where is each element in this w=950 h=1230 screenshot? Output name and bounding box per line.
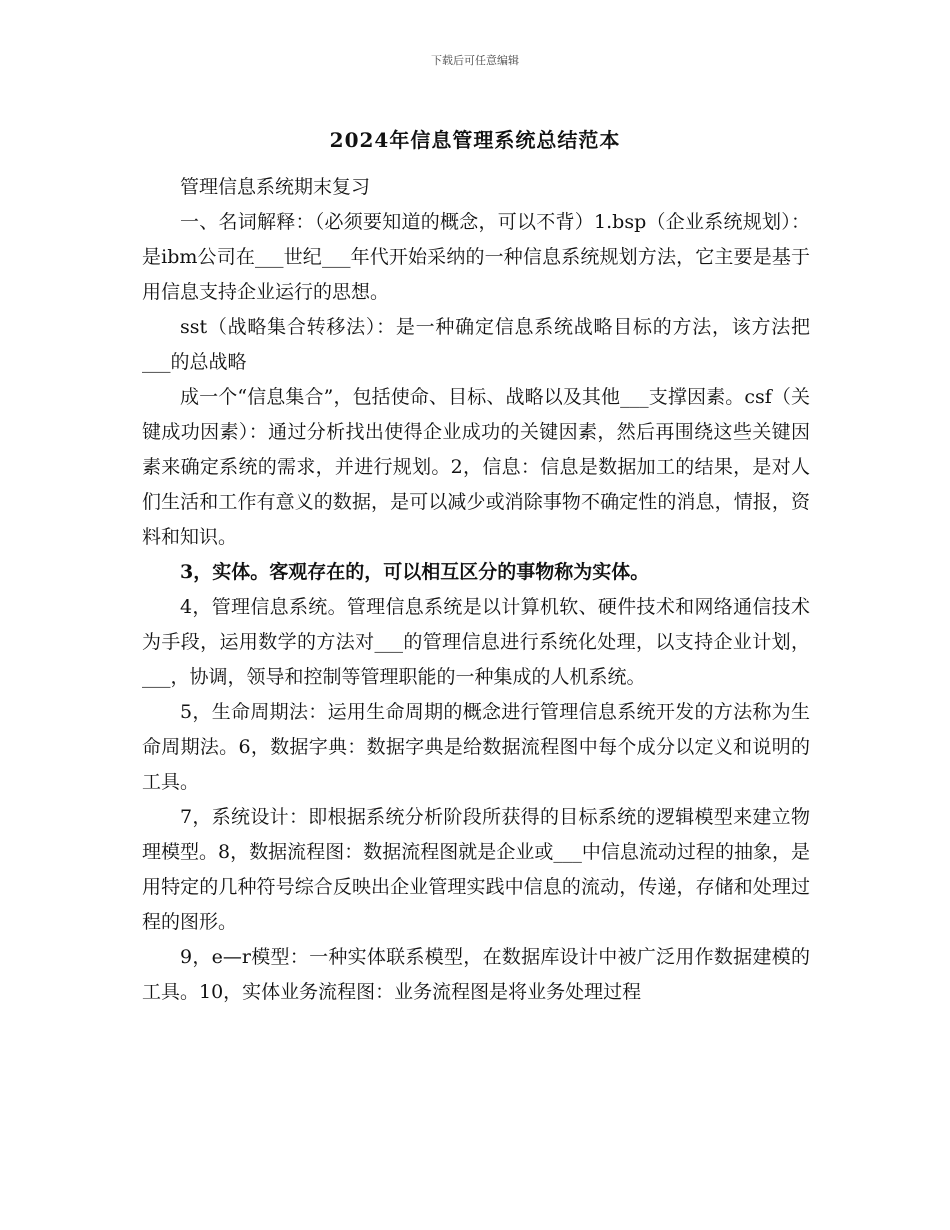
paragraph-er-model: 9，e—r模型：一种实体联系模型，在数据库设计中被广泛用作数据建模的工具。10，实体业务流程图：业务流程图是将业务处理过程: [142, 946, 810, 1003]
paragraph-review-heading: 管理信息系统期末复习: [180, 176, 371, 198]
paragraph-life-cycle: 5，生命周期法：运用生命周期的概念进行管理信息系统开发的方法称为生命周期法。6，数据字典：数据字典是给数据流程图中每个成分以定义和说明的工具。: [142, 701, 810, 793]
document-title: 2024年信息管理系统总结范本: [329, 128, 621, 152]
page-header-note: 下载后可任意编辑: [431, 54, 519, 67]
paragraph-mis: 4，管理信息系统。管理信息系统是以计算机软、硬件技术和网络通信技术为手段，运用数学的方法对___的管理信息进行系统化处理，以支持企业计划，___，协调，领导和控制等管理职能的一种集成的人机系统。: [142, 596, 810, 688]
paragraph-system-design: 7，系统设计：即根据系统分析阶段所获得的目标系统的逻辑模型来建立物理模型。8，数据流程图：数据流程图就是企业或___中信息流动过程的抽象，是用特定的几种符号综合反映出企业管理实践中信息的流动，传递，存储和处理过程的图形。: [142, 806, 810, 933]
paragraph-sst: sst（战略集合转移法）：是一种确定信息系统战略目标的方法，该方法把___的总战略: [142, 316, 810, 373]
paragraph-entity: 3，实体。客观存在的，可以相互区分的事物称为实体。: [180, 561, 650, 583]
document-body: [142, 170, 810, 1010]
paragraph-csf-information: 成一个“信息集合”，包括使命、目标、战略以及其他___支撑因素。csf（关键成功因素）：通过分析找出使得企业成功的关键因素，然后再围绕这些关键因素来确定系统的需求，并进行规划。2，信息：信息是数据加工的结果，是对人们生活和工作有意义的数据，是可以减少或消除事物不确定性的消息，情报，资料和知识。: [142, 386, 810, 548]
paragraph-term-definitions: 一、名词解释：（必须要知道的概念，可以不背）1.bsp（企业系统规划）：是ibm公司在___世纪___年代开始采纳的一种信息系统规划方法，它主要是基于用信息支持企业运行的思想。: [142, 211, 810, 303]
